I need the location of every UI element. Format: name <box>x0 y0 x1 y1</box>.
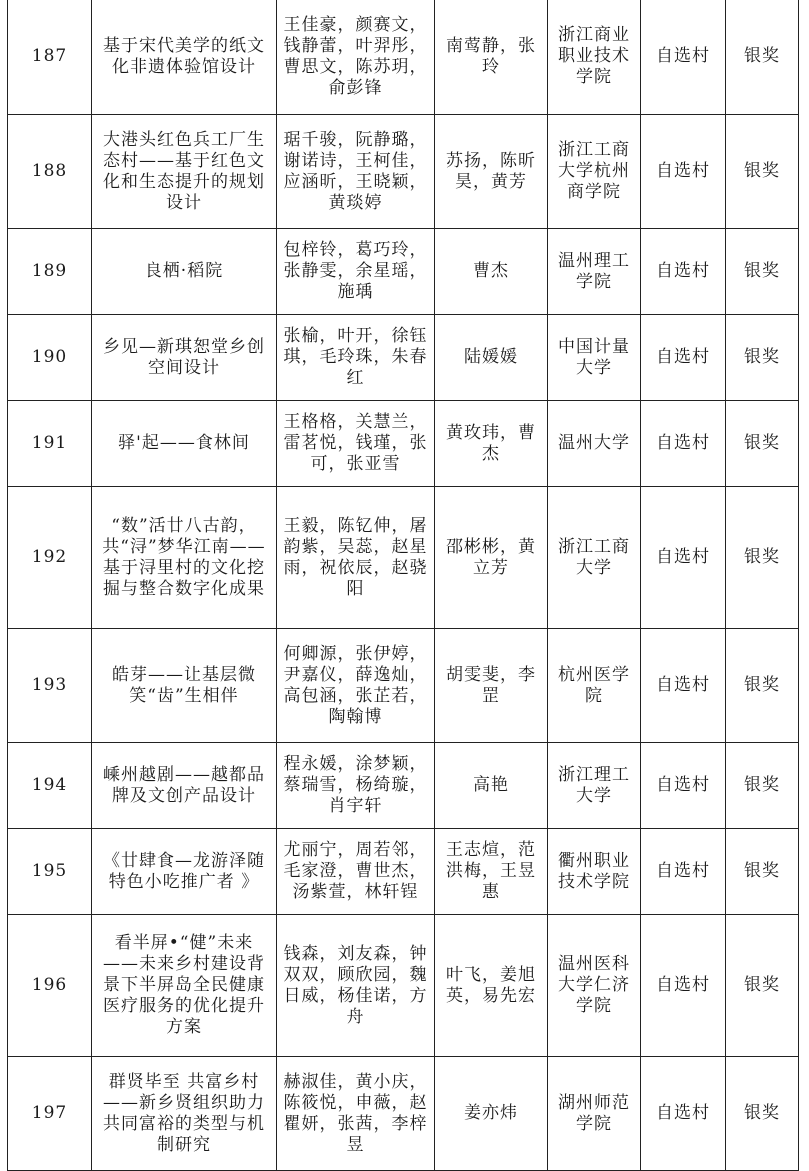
table-row <box>8 915 799 1057</box>
advisors: 高艳 <box>435 743 548 829</box>
village-category: 自选村 <box>641 315 726 401</box>
award-level: 银奖 <box>726 629 799 743</box>
team-members: 张榆，叶开，徐钰琪，毛玲珠，朱春红 <box>277 315 435 401</box>
school-name: 温州大学 <box>548 401 641 487</box>
advisors: 王志煊，范洪梅，王昱惠 <box>435 829 548 915</box>
school-name: 浙江工商大学 <box>548 487 641 629</box>
team-members: 何卿源，张伊婷，尹嘉仪，薛逸灿，高包涵，张芷若，陶翰博 <box>277 629 435 743</box>
village-category: 自选村 <box>641 0 726 115</box>
school-name: 温州理工学院 <box>548 229 641 315</box>
village-category: 自选村 <box>641 743 726 829</box>
team-members: 王格格，关慧兰，雷茗悦，钱瑾，张可，张亚雪 <box>277 401 435 487</box>
village-category: 自选村 <box>641 629 726 743</box>
row-number: 190 <box>8 315 92 401</box>
table-row <box>8 487 799 629</box>
advisors: 黄玫玮，曹杰 <box>435 401 548 487</box>
school-name: 杭州医学院 <box>548 629 641 743</box>
team-members: 钱森，刘友森，钟双双，顾欣园，魏日威，杨佳诺，方舟 <box>277 915 435 1057</box>
project-title: 皓芽——让基层微笑“齿”生相伴 <box>92 629 277 743</box>
team-members: 尤丽宁，周若邻，毛家澄，曹世杰，汤紫萱，林轩锃 <box>277 829 435 915</box>
table-row <box>8 229 799 315</box>
award-level: 银奖 <box>726 229 799 315</box>
project-title: 群贤毕至 共富乡村——新乡贤组织助力共同富裕的类型与机制研究 <box>92 1057 277 1171</box>
team-members: 琚千骏，阮静璐，谢诺诗，王柯佳，应涵昕，王晓颖，黄琰婷 <box>277 115 435 229</box>
table-row <box>8 1057 799 1171</box>
advisors: 苏扬，陈昕昊，黄芳 <box>435 115 548 229</box>
school-name: 浙江理工大学 <box>548 743 641 829</box>
village-category: 自选村 <box>641 115 726 229</box>
row-number: 191 <box>8 401 92 487</box>
table-row <box>8 743 799 829</box>
award-level: 银奖 <box>726 1057 799 1171</box>
row-number: 193 <box>8 629 92 743</box>
school-name: 中国计量大学 <box>548 315 641 401</box>
advisors: 陆媛媛 <box>435 315 548 401</box>
row-number: 189 <box>8 229 92 315</box>
row-number: 195 <box>8 829 92 915</box>
village-category: 自选村 <box>641 829 726 915</box>
award-level: 银奖 <box>726 401 799 487</box>
project-title: 良栖·稻院 <box>92 229 277 315</box>
project-title: 大港头红色兵工厂生态村——基于红色文化和生态提升的规划设计 <box>92 115 277 229</box>
row-number: 187 <box>8 0 92 115</box>
school-name: 衢州职业技术学院 <box>548 829 641 915</box>
team-members: 王佳豪，颜赛文，钱静蕾，叶羿彤，曹思文，陈苏玥，俞彭锋 <box>277 0 435 115</box>
advisors: 曹杰 <box>435 229 548 315</box>
project-title: “数”活廿八古韵，共“浔”梦华江南——基于浔里村的文化挖掘与整合数字化成果 <box>92 487 277 629</box>
project-title: 基于宋代美学的纸文化非遗体验馆设计 <box>92 0 277 115</box>
award-level: 银奖 <box>726 915 799 1057</box>
team-members: 程永媛，涂梦颖，蔡瑞雪，杨绮璇，肖宇轩 <box>277 743 435 829</box>
award-level: 银奖 <box>726 829 799 915</box>
table-row <box>8 829 799 915</box>
village-category: 自选村 <box>641 915 726 1057</box>
project-title: 看半屏•“健”未来——未来乡村建设背景下半屏岛全民健康医疗服务的优化提升方案 <box>92 915 277 1057</box>
table-row <box>8 0 799 115</box>
award-level: 银奖 <box>726 0 799 115</box>
advisors: 叶飞，姜旭英，易先宏 <box>435 915 548 1057</box>
advisors: 南莺静，张玲 <box>435 0 548 115</box>
project-title: 驿'起——食林间 <box>92 401 277 487</box>
school-name: 浙江工商大学杭州商学院 <box>548 115 641 229</box>
project-title: 嵊州越剧——越都品牌及文创产品设计 <box>92 743 277 829</box>
village-category: 自选村 <box>641 401 726 487</box>
team-members: 包梓铃，葛巧玲，张静雯，余星瑶，施瑀 <box>277 229 435 315</box>
project-title: 乡见—新琪恕堂乡创空间设计 <box>92 315 277 401</box>
award-level: 银奖 <box>726 487 799 629</box>
awards-table <box>7 0 799 1171</box>
row-number: 196 <box>8 915 92 1057</box>
advisors: 姜亦炜 <box>435 1057 548 1171</box>
row-number: 197 <box>8 1057 92 1171</box>
village-category: 自选村 <box>641 487 726 629</box>
advisors: 胡雯斐，李罡 <box>435 629 548 743</box>
row-number: 192 <box>8 487 92 629</box>
team-members: 王毅，陈钇伸，屠韵紫，吴蕊，赵星雨，祝依辰，赵骁阳 <box>277 487 435 629</box>
award-level: 银奖 <box>726 315 799 401</box>
village-category: 自选村 <box>641 229 726 315</box>
table-row <box>8 115 799 229</box>
school-name: 温州医科大学仁济学院 <box>548 915 641 1057</box>
table-row <box>8 401 799 487</box>
advisors: 邵彬彬，黄立芳 <box>435 487 548 629</box>
table-row <box>8 315 799 401</box>
award-level: 银奖 <box>726 743 799 829</box>
school-name: 浙江商业职业技术学院 <box>548 0 641 115</box>
team-members: 赫淑佳，黄小庆，陈筱悦，申薇，赵瞿妍，张茜，李梓昱 <box>277 1057 435 1171</box>
table-row <box>8 629 799 743</box>
school-name: 湖州师范学院 <box>548 1057 641 1171</box>
award-level: 银奖 <box>726 115 799 229</box>
row-number: 194 <box>8 743 92 829</box>
project-title: 《廿肆食—龙游泽随特色小吃推广者 》 <box>92 829 277 915</box>
row-number: 188 <box>8 115 92 229</box>
village-category: 自选村 <box>641 1057 726 1171</box>
